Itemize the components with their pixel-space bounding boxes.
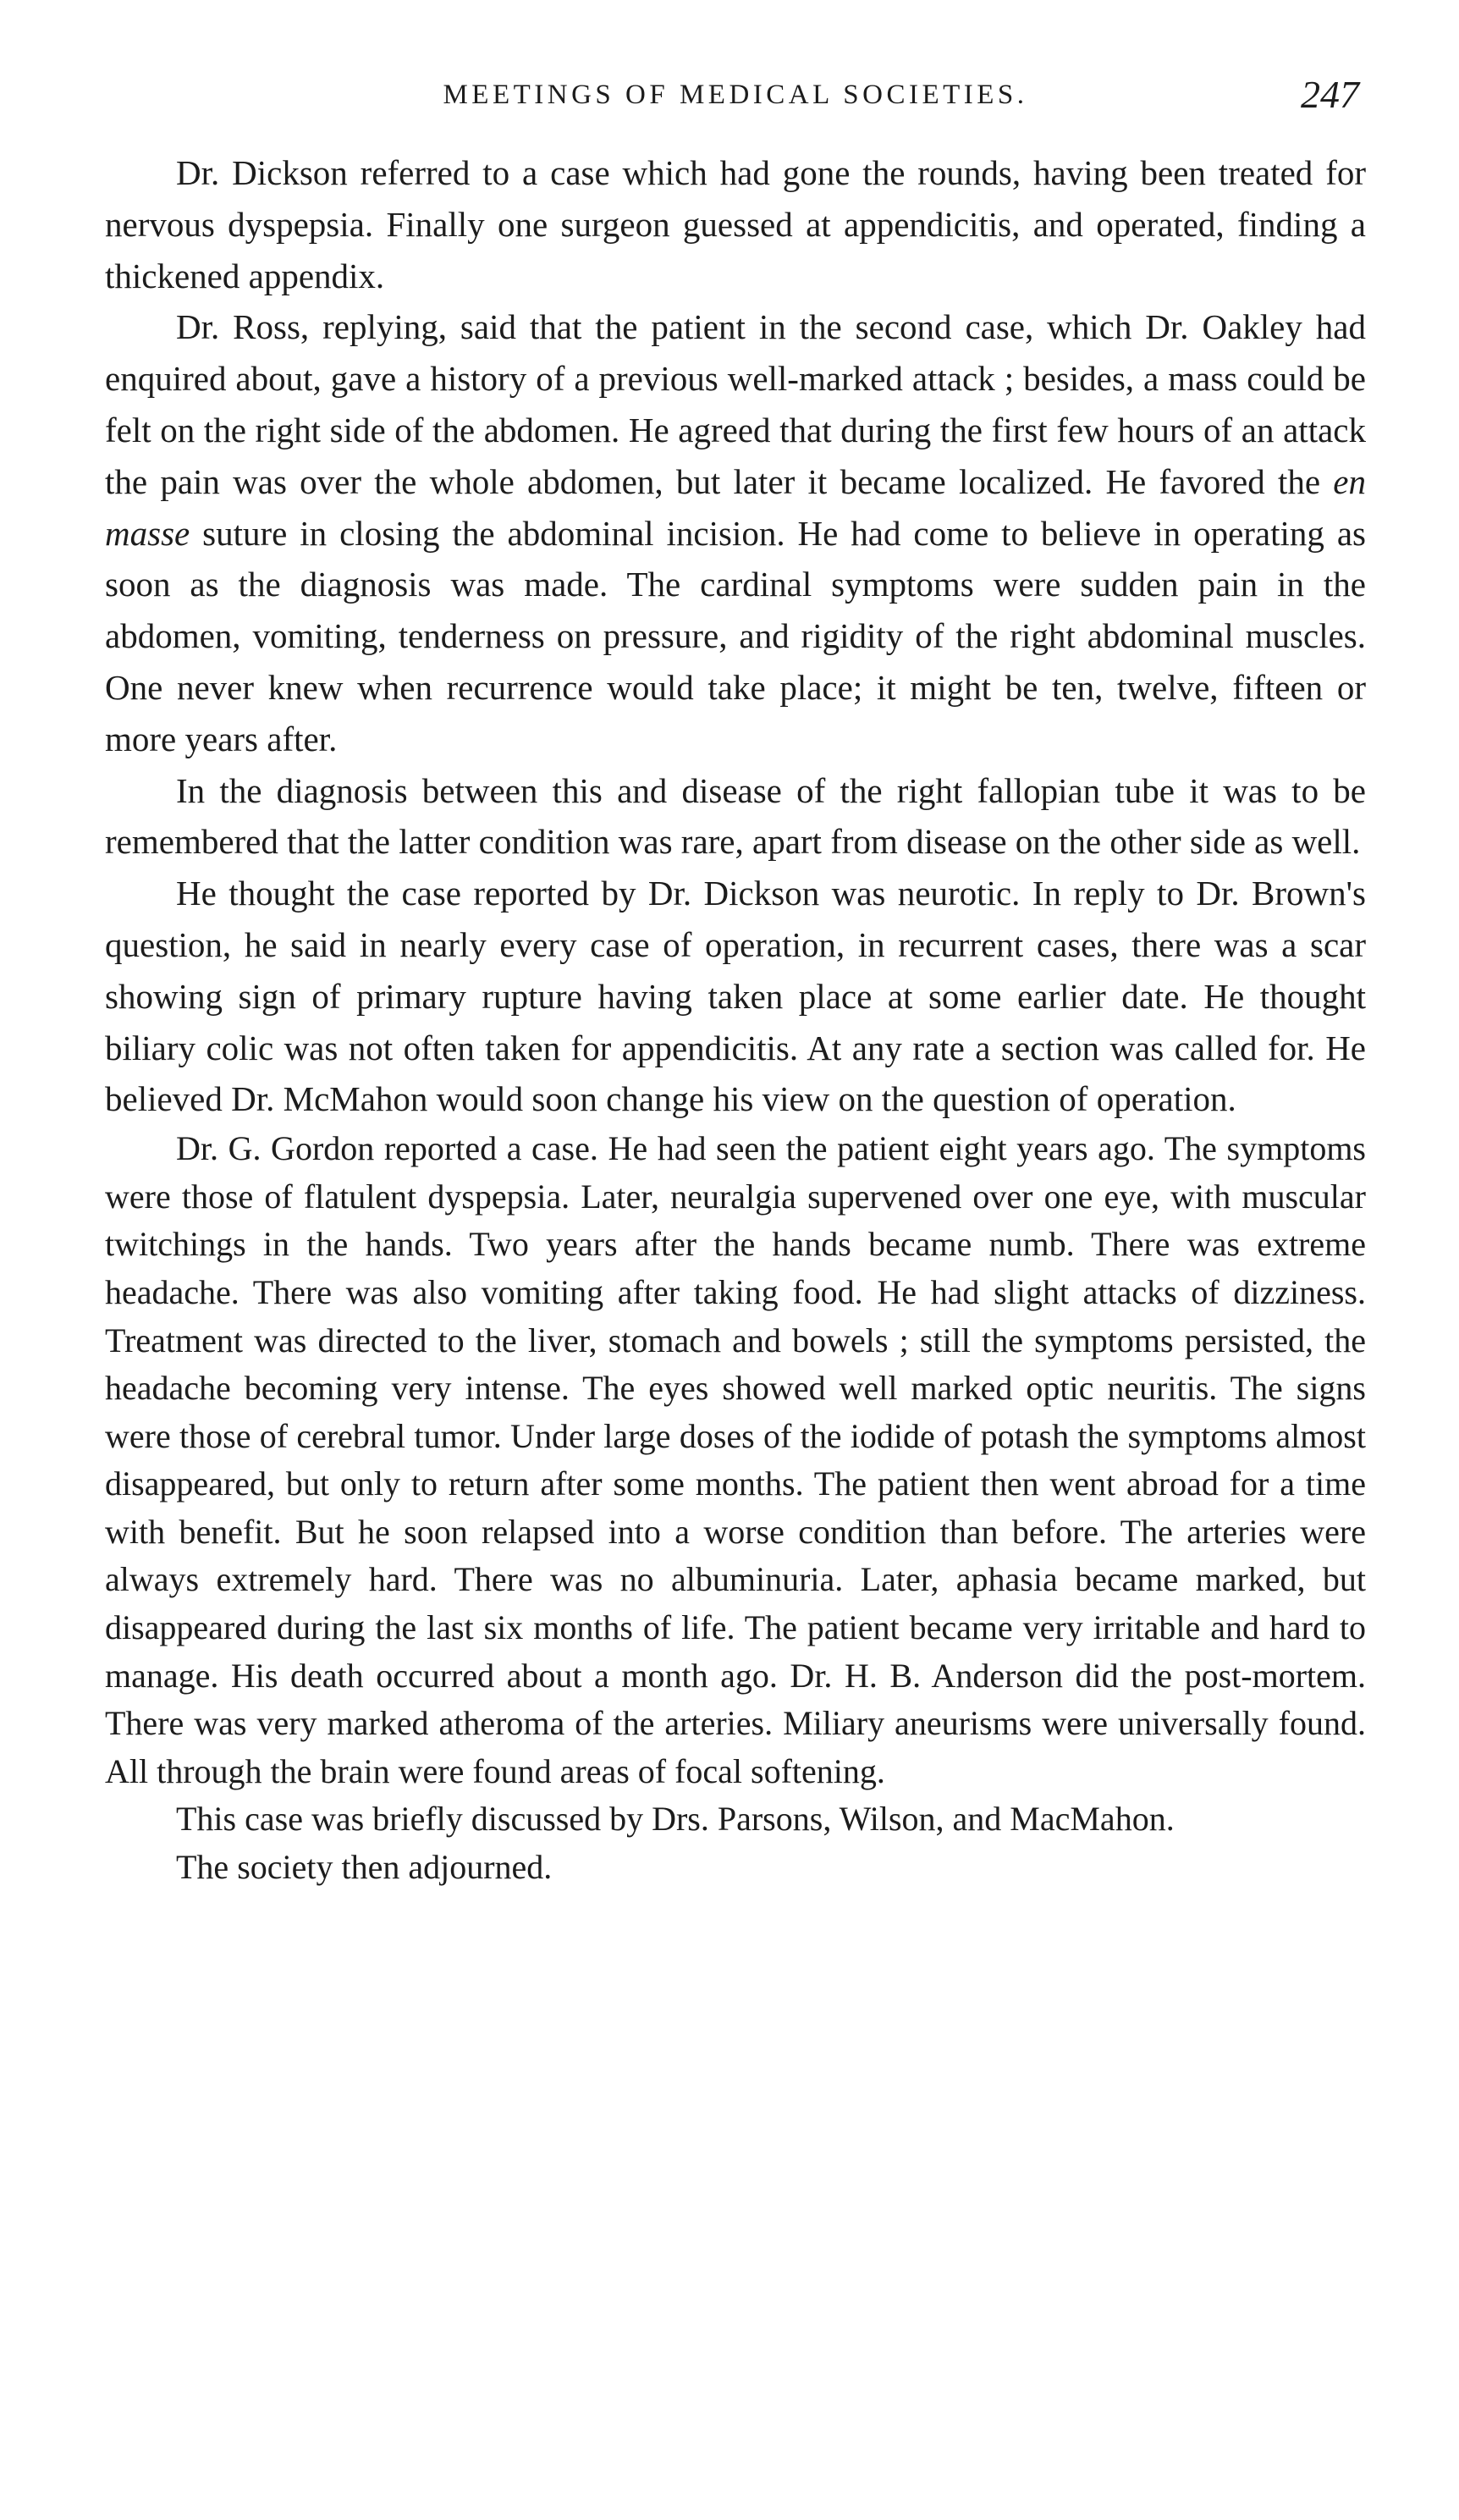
- paragraph-adjourned: The society then adjourned.: [176, 1848, 553, 1887]
- paragraph-diagnosis: In the diagnosis between this and disease of the right fallopian tube it was to be remembered that the latter condition was rare, apart from disease on the other side as well.: [105, 770, 1366, 862]
- italic-phrase: en masse: [105, 461, 1366, 553]
- paragraph-ross-text-start: Dr. Ross, replying, said that the patient in the second case, which Dr. Oakley had enquired about, gave a history of a previous well-marked attack ; besides, a mass could be felt on the right side of the abdomen. He agreed that during the first few hours of an attack the pain was over the whole abdomen, but later it became localized. He favored the: [105, 307, 1366, 501]
- running-header: [105, 73, 1366, 122]
- paragraph-ross-text-end: suture in closing the abdominal incision. He had come to believe in operating as soon as the diagnosis was made. The cardinal symptoms were sudden pain in the abdomen, vomiting, tenderness on pressure, and rigidity of the right abdominal muscles. One never knew when recurrence would take place; it might be ten, twelve, fifteen or more years after.: [105, 513, 1366, 758]
- paragraph-dickson: Dr. Dickson referred to a case which had gone the rounds, having been treated for nervous dyspepsia. Finally one surgeon guessed at appendicitis, and operated, finding a thickened appendix.: [105, 153, 1366, 295]
- case-report-section: [105, 1125, 1366, 1892]
- paragraph-case-discussed: This case was briefly discussed by Drs. Parsons, Wilson, and MacMahon.: [176, 1800, 1175, 1839]
- article-body: [105, 147, 1366, 1892]
- discussion-section: [105, 147, 1366, 1125]
- paragraph-gordon-case: Dr. G. Gordon reported a case. He had seen the patient eight years ago. The symptoms were those of flatulent dyspepsia. Later, neuralgia supervened over one eye, with muscular twitchings in the hands. Two years after the hands became numb. There was extreme headache. There was also vomiting after taking food. He had slight attacks of dizziness. Treatment was directed to the liver, stomach and bowels ; still the symptoms persisted, the headache becoming very intense. The eyes showed well marked optic neuritis. The signs were those of cerebral tumor. Under large doses of the iodide of potash the symptoms almost disappeared, but only to return after some months. The patient then went abroad for a time with benefit. But he soon relapsed into a worse condition than before. The arteries were always extremely hard. There was no albuminuria. Later, aphasia became marked, but disappeared during the last six months of life. The patient became very irritable and hard to manage. His death occurred about a month ago. Dr. H. B. Anderson did the post-mortem. There was very marked atheroma of the arteries. Miliary aneurisms were universally found. All through the brain were found areas of focal softening.: [105, 1129, 1366, 1790]
- running-title: MEETINGS OF MEDICAL SOCIETIES.: [443, 80, 1028, 110]
- page-number: 247: [1301, 73, 1359, 116]
- paragraph-neurotic-case: He thought the case reported by Dr. Dickson was neurotic. In reply to Dr. Brown's question, he said in nearly every case of operation, in recurrent cases, there was a scar showing sign of primary rupture having taken place at some earlier date. He thought biliary colic was not often taken for appendicitis. At any rate a section was called for. He believed Dr. McMahon would soon change his view on the question of operation.: [105, 874, 1366, 1119]
- paragraph-ross-reply: [105, 301, 1366, 764]
